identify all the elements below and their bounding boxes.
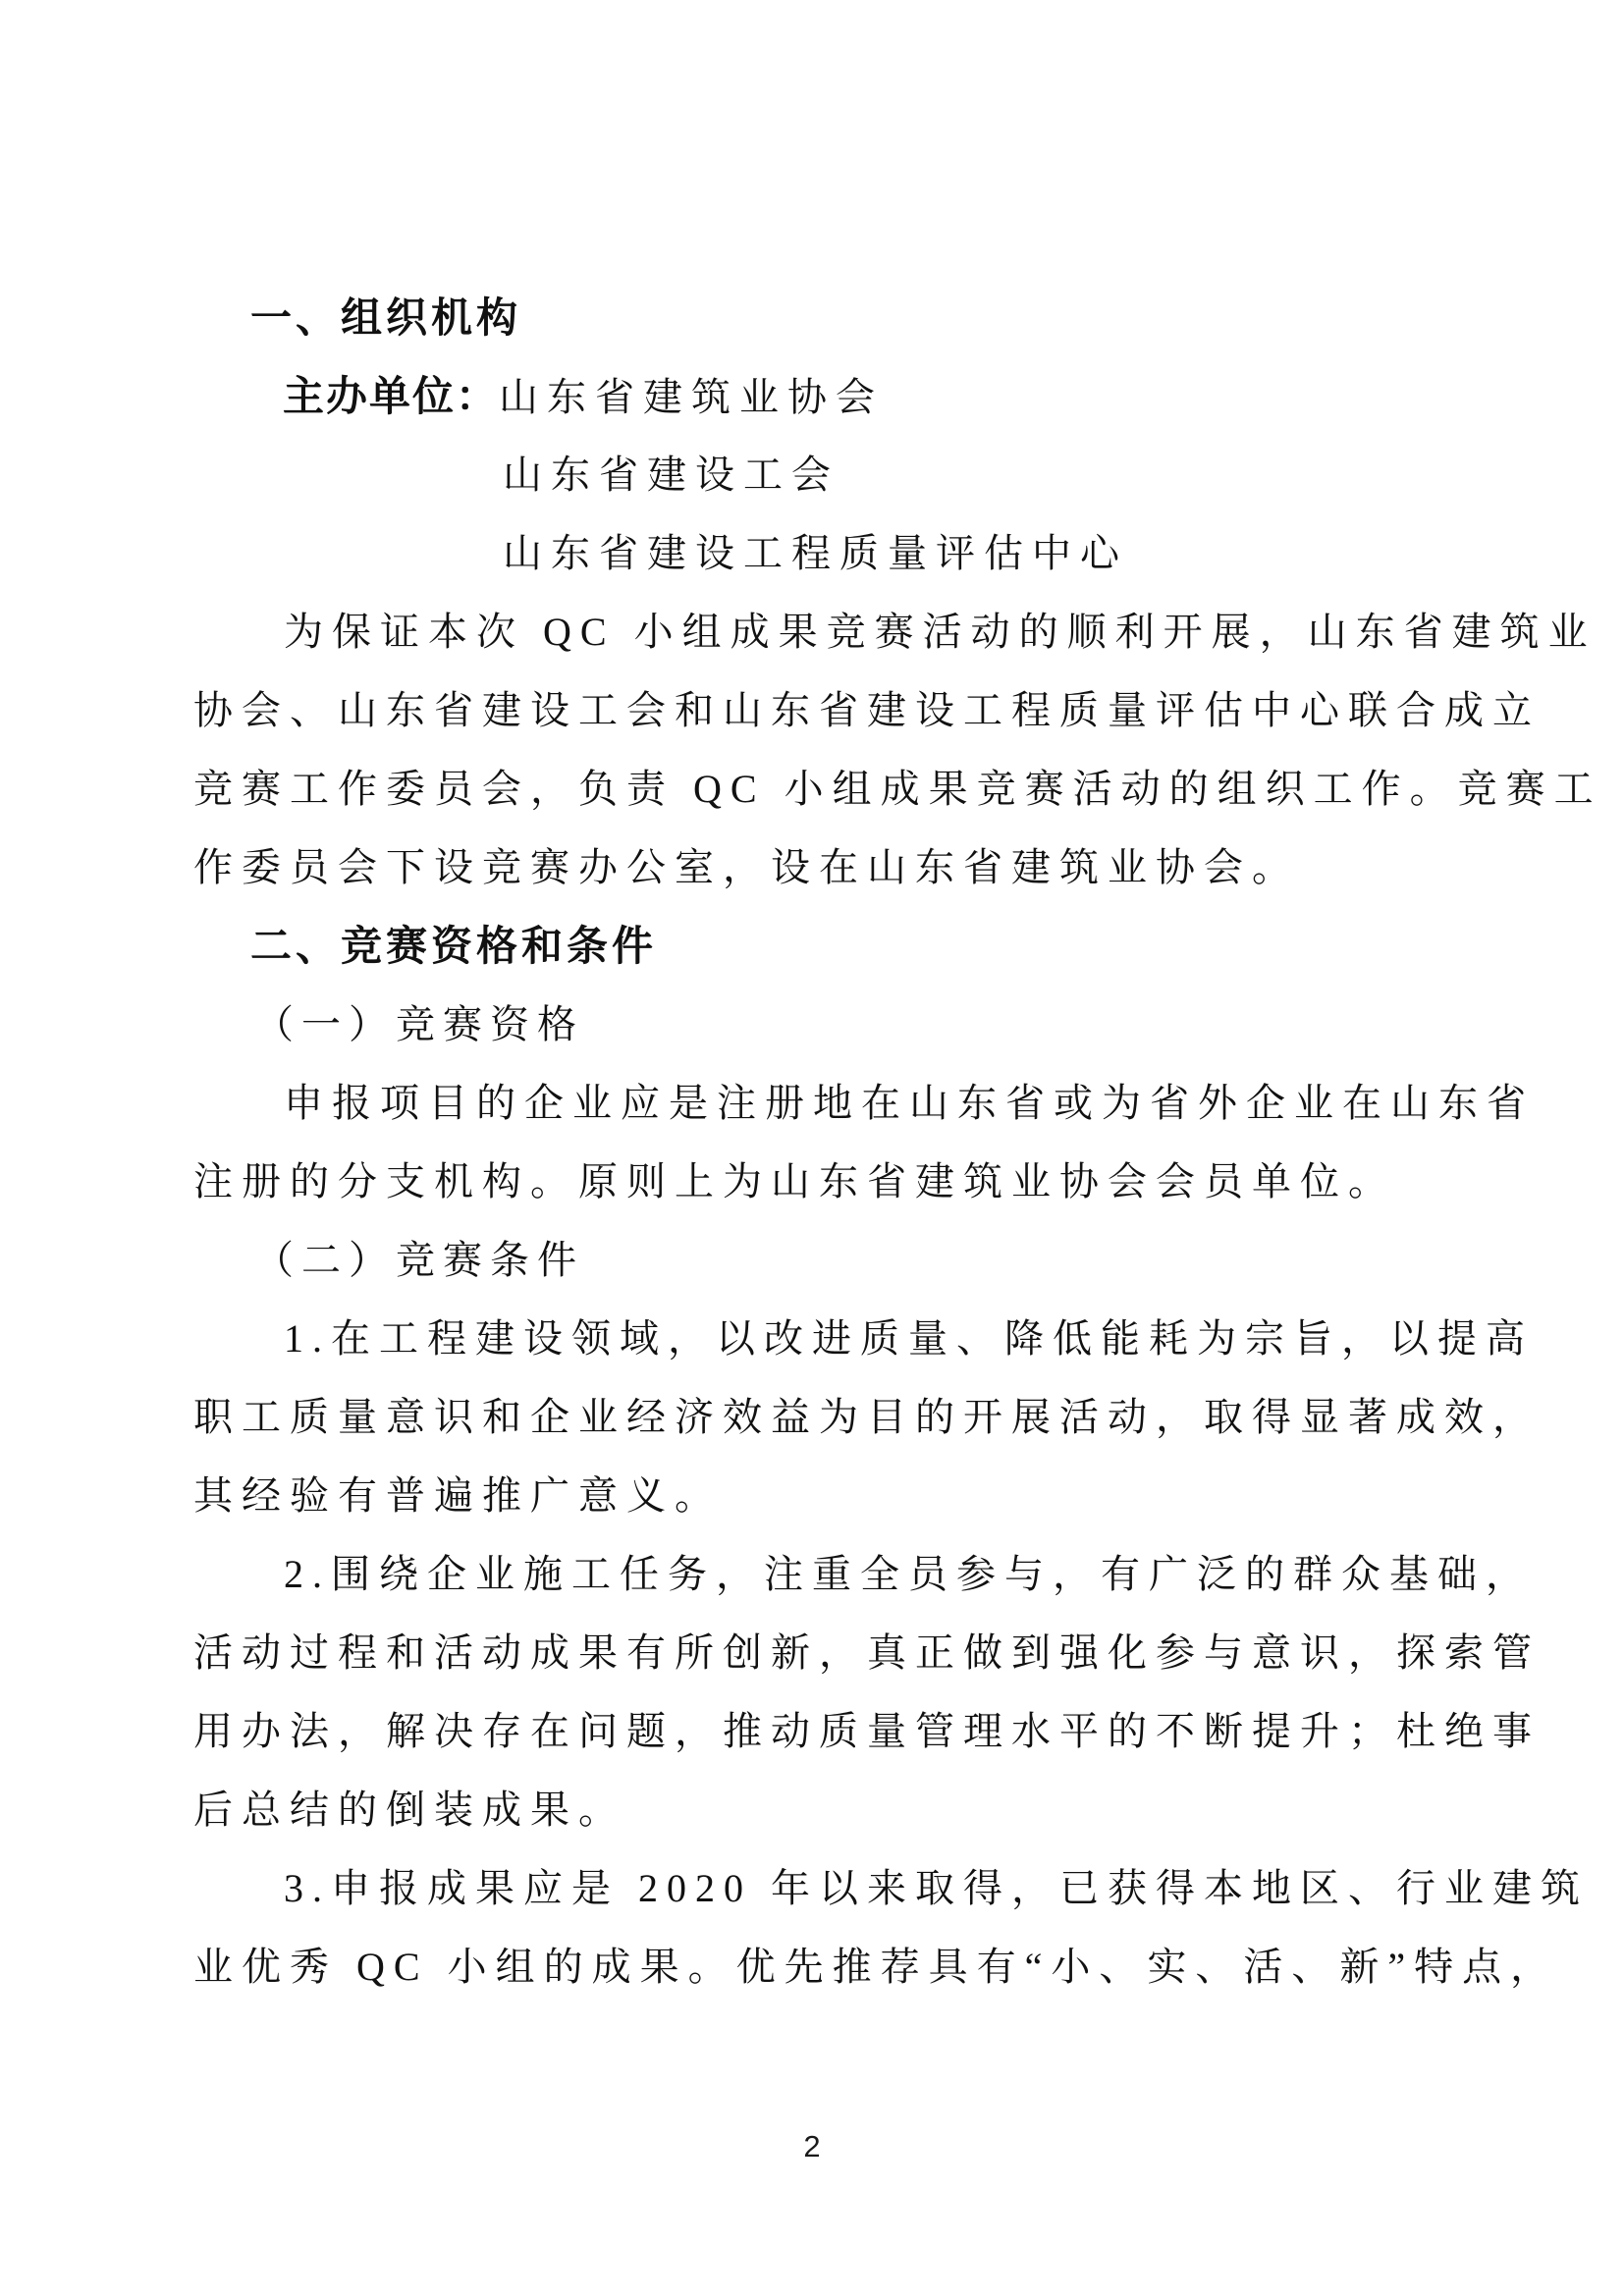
host-units-line [193,357,1460,436]
section-heading-organization: 一、组织机构 [250,294,522,341]
paragraph-condition1-line-1: 1.在工程建设领域，以改进质量、降低能耗为宗旨，以提高 [284,1316,1534,1361]
host-org-3: 山东省建设工程质量评估中心 [503,531,1128,575]
paragraph-org-line-2: 协会、山东省建设工会和山东省建设工程质量评估中心联合成立 [193,688,1541,732]
page-number: 2 [803,2129,821,2163]
paragraph-condition1-line-2: 职工质量意识和企业经济效益为目的开展活动，取得显著成效， [193,1395,1541,1439]
paragraph-condition2-line-3: 用办法，解决存在问题，推动质量管理水平的不断提升；杜绝事 [193,1709,1541,1753]
paragraph-qualification-line-2: 注册的分支机构。原则上为山东省建筑业协会会员单位。 [193,1159,1396,1203]
host-org-2: 山东省建设工会 [503,453,839,497]
host-org-1: 山东省建筑业协会 [499,375,885,419]
paragraph-condition1-line-3: 其经验有普遍推广意义。 [193,1473,723,1518]
paragraph-org-line-1: 为保证本次 QC 小组成果竞赛活动的顺利开展，山东省建筑业 [284,610,1597,654]
subheading-conditions: （二）竞赛条件 [254,1238,584,1282]
host-units-label: 主办单位： [283,373,500,419]
paragraph-condition2-line-1: 2.围绕企业施工任务，注重全员参与，有广泛的群众基础， [284,1552,1534,1596]
paragraph-condition3-line-1: 3.申报成果应是 2020 年以来取得，已获得本地区、行业建筑 [284,1866,1589,1910]
document-body [193,279,1602,2006]
paragraph-condition2-line-4: 后总结的倒装成果。 [193,1788,626,1832]
section-heading-eligibility: 二、竞赛资格和条件 [250,923,658,969]
paragraph-condition2-line-2: 活动过程和活动成果有所创新，真正做到强化参与意识，探索管 [193,1630,1541,1675]
paragraph-org-line-4: 作委员会下设竞赛办公室，设在山东省建筑业协会。 [193,845,1300,889]
paragraph-condition3-line-2: 业优秀 QC 小组的成果。优先推荐具有“小、实、活、新”特点， [193,1945,1559,1989]
paragraph-qualification-line-1: 申报项目的企业应是注册地在山东省或为省外企业在山东省 [284,1081,1535,1125]
paragraph-org-line-3: 竞赛工作委员会，负责 QC 小组成果竞赛活动的组织工作。竞赛工 [193,767,1602,811]
subheading-qualification: （一）竞赛资格 [254,1002,584,1046]
